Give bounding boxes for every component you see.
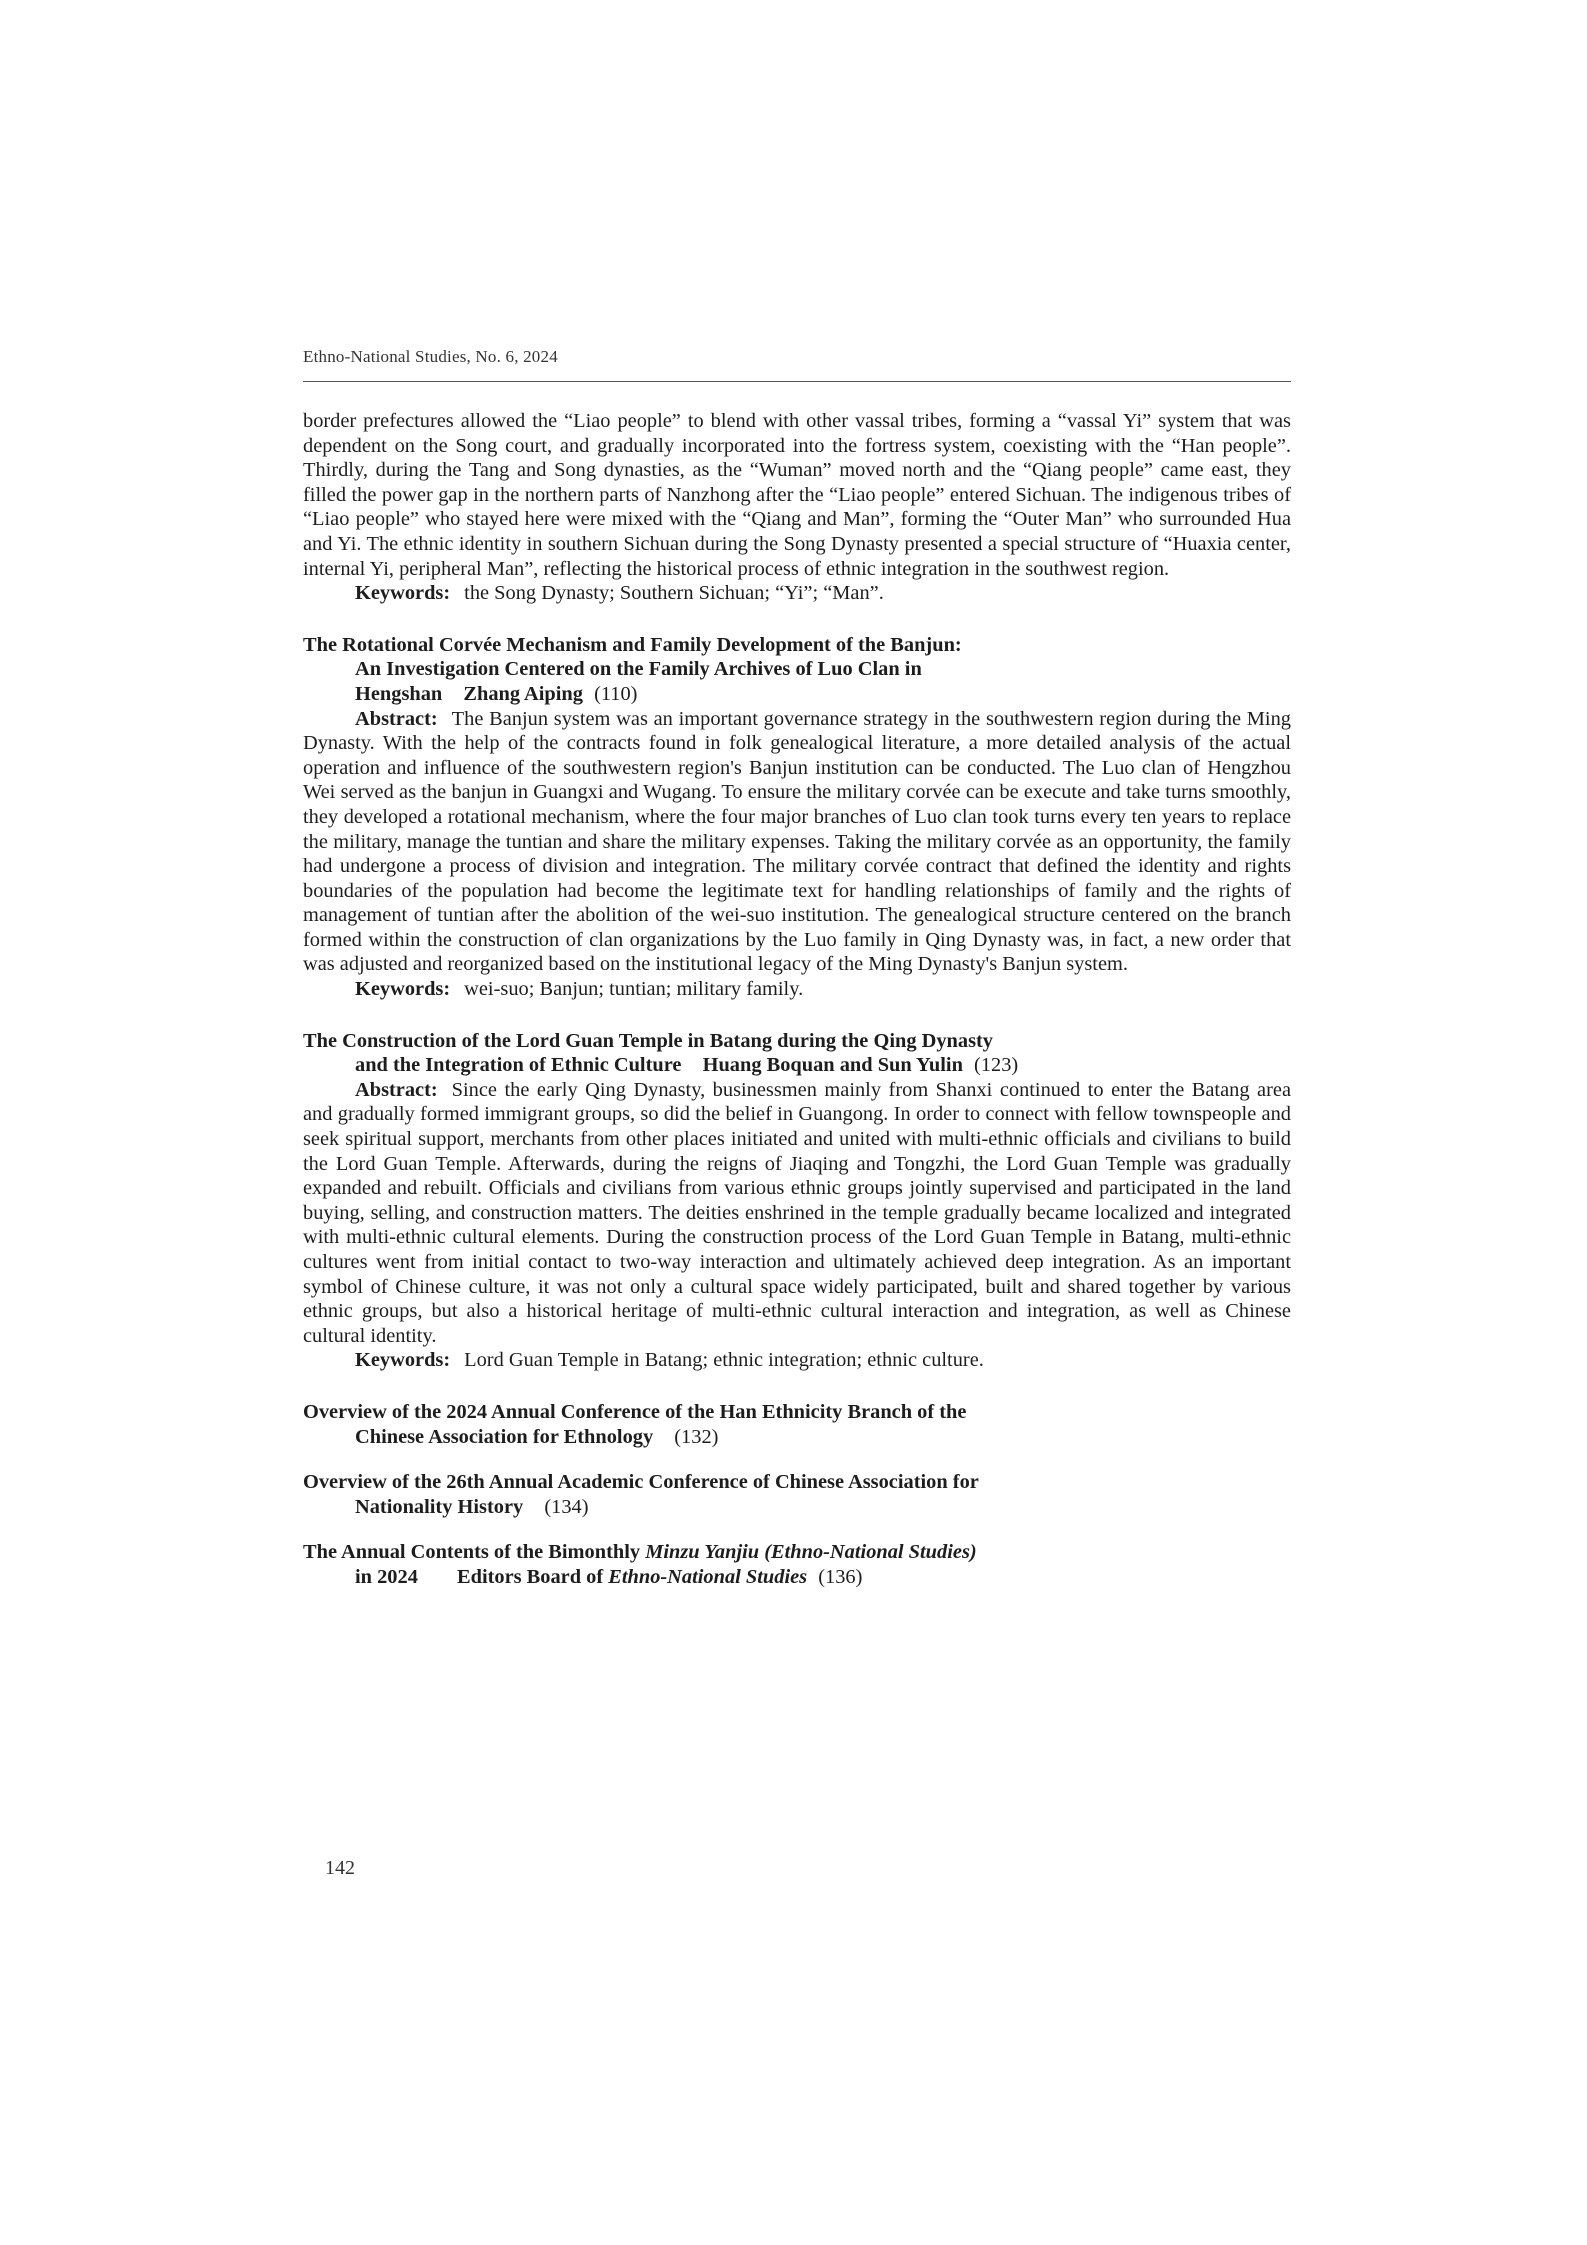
article-author: Zhang Aiping: [463, 682, 583, 705]
notice-title-line: Chinese Association for Ethnology: [355, 1425, 654, 1448]
article-title-line: Hengshan: [355, 682, 443, 705]
annual-author-italic: Ethno-National Studies: [608, 1565, 808, 1588]
article-abstract: [303, 707, 1291, 978]
notice-title-line: Overview of the 2024 Annual Conference of the Han Ethnicity Branch of the: [303, 1400, 967, 1423]
article-author: Huang Boquan and Sun Yulin: [702, 1054, 963, 1077]
notice-title: [303, 1400, 1291, 1449]
notice-title-row: [303, 1425, 1291, 1450]
article-abstract: [303, 1078, 1291, 1349]
article-keywords: [355, 1348, 1291, 1373]
annual-title-italic: Minzu Yanjiu (Ethno-National Studies): [645, 1541, 977, 1564]
notice-page: (132): [674, 1425, 719, 1448]
article-title-row: [303, 682, 1291, 707]
contents-body: [303, 409, 1291, 1590]
keywords-text: Lord Guan Temple in Batang; ethnic integration; ethnic culture.: [464, 1349, 984, 1372]
article-entry: [303, 1029, 1291, 1373]
article-title-line: and the Integration of Ethnic Culture: [355, 1054, 682, 1077]
keywords-label: Keywords:: [355, 1349, 451, 1372]
running-header: Ethno-National Studies, No. 6, 2024: [303, 347, 558, 366]
abstract-label: Abstract:: [355, 1078, 438, 1101]
notice-entry: [303, 1400, 1291, 1449]
annual-title-row: [303, 1565, 1291, 1590]
carry-over-abstract: [303, 409, 1291, 606]
annual-title-line: in 2024: [355, 1565, 418, 1588]
notice-entry: [303, 1470, 1291, 1519]
notice-title-line: Nationality History: [355, 1495, 524, 1518]
annual-contents-title: [303, 1540, 1291, 1589]
annual-page: (136): [818, 1565, 863, 1588]
annual-author: [457, 1566, 807, 1588]
article-title-line: The Construction of the Lord Guan Temple in Batang during the Qing Dynasty: [303, 1029, 993, 1052]
abstract-text: Since the early Qing Dynasty, businessmen mainly from Shanxi continued to enter the Batang area and gradually formed immigrant groups, so did the belief in Guangong. In order to connect with fellow townspeople and seek spiritual support, merchants from other places initiated and united with multi-ethnic officials and civilians to build the Lord Guan Temple. Afterwards, during the reigns of Jiaqing and Tongzhi, the Lord Guan Temple was gradually expanded and rebuilt. Officials and civilians from various ethnic groups jointly supervised and participated in the land buying, selling, and construction matters. The deities enshrined in the temple gradually became localized and integrated with multi-ethnic cultural elements. During the construction process of the Lord Guan Temple in Batang, multi-ethnic cultures went from initial contact to two-way interaction and ultimately achieved deep integration. As an important symbol of Chinese culture, it was not only a cultural space widely participated, built and shared together by various ethnic groups, but also a historical heritage of multi-ethnic cultural interaction and integration, as well as Chinese cultural identity.: [303, 1078, 1291, 1347]
article-title-line: The Rotational Corvée Mechanism and Family Development of the Banjun:: [303, 633, 962, 656]
keywords-label: Keywords:: [355, 582, 451, 605]
article-page: (110): [594, 682, 638, 705]
article-page: (123): [974, 1054, 1019, 1077]
article-keywords: [355, 977, 1291, 1002]
notice-title-row: [303, 1495, 1291, 1520]
annual-author-prefix: Editors Board of: [457, 1565, 604, 1588]
keywords-label: Keywords:: [355, 978, 451, 1001]
article-entry: [303, 633, 1291, 1002]
article-title-row: [303, 1053, 1291, 1078]
carry-over-text: border prefectures allowed the “Liao people” to blend with other vassal tribes, forming a “vassal Yi” system that was dependent on the Song court, and gradually incorporated into the fortress system, coexisting with the “Han people”. Thirdly, during the Tang and Song dynasties, as the “Wuman” moved north and the “Qiang people” came east, they filled the power gap in the northern parts of Nanzhong after the “Liao people” entered Sichuan. The indigenous tribes of “Liao people” who stayed here were mixed with the “Qiang and Man”, forming the “Outer Man” who surrounded Hua and Yi. The ethnic identity in southern Sichuan during the Song Dynasty presented a special structure of “Huaxia center, internal Yi, peripheral Man”, reflecting the historical process of ethnic integration in the southwest region.: [303, 410, 1291, 580]
notice-title: [303, 1470, 1291, 1519]
carry-over-keywords: [355, 581, 1291, 606]
article-title: [303, 1029, 1291, 1078]
keywords-text: the Song Dynasty; Southern Sichuan; “Yi”; “Man”.: [464, 582, 884, 605]
abstract-label: Abstract:: [355, 707, 438, 730]
keywords-text: wei-suo; Banjun; tuntian; military family.: [464, 978, 804, 1001]
annual-contents-entry: [303, 1540, 1291, 1589]
notice-title-line: Overview of the 26th Annual Academic Conference of Chinese Association for: [303, 1471, 979, 1494]
header-rule: [303, 381, 1291, 382]
article-title: [303, 633, 1291, 707]
article-title-line: An Investigation Centered on the Family Archives of Luo Clan in: [355, 658, 922, 681]
annual-title-prefix: The Annual Contents of the Bimonthly: [303, 1541, 641, 1564]
abstract-text: The Banjun system was an important governance strategy in the southwestern region during the Ming Dynasty. With the help of the contracts found in folk genealogical literature, a more detailed analysis of the actual operation and influence of the southwestern region's Banjun institution can be conducted. The Luo clan of Hengzhou Wei served as the banjun in Guangxi and Wugang. To ensure the military corvée can be execute and take turns smoothly, they developed a rotational mechanism, where the four major branches of Luo clan took turns every ten years to replace the military, manage the tuntian and share the military expenses. Taking the military corvée as an opportunity, the family had undergone a process of division and integration. The military corvée contract that defined the identity and rights boundaries of the population had become the legitimate text for handling relationships of family and the rights of management of tuntian after the abolition of the wei-suo institution. The genealogical structure centered on the branch formed within the construction of clan organizations by the Luo family in Qing Dynasty was, in fact, a new order that was adjusted and reorganized based on the institutional legacy of the Ming Dynasty's Banjun system.: [303, 707, 1291, 976]
notice-page: (134): [544, 1495, 589, 1518]
page-number: 142: [325, 1857, 355, 1879]
